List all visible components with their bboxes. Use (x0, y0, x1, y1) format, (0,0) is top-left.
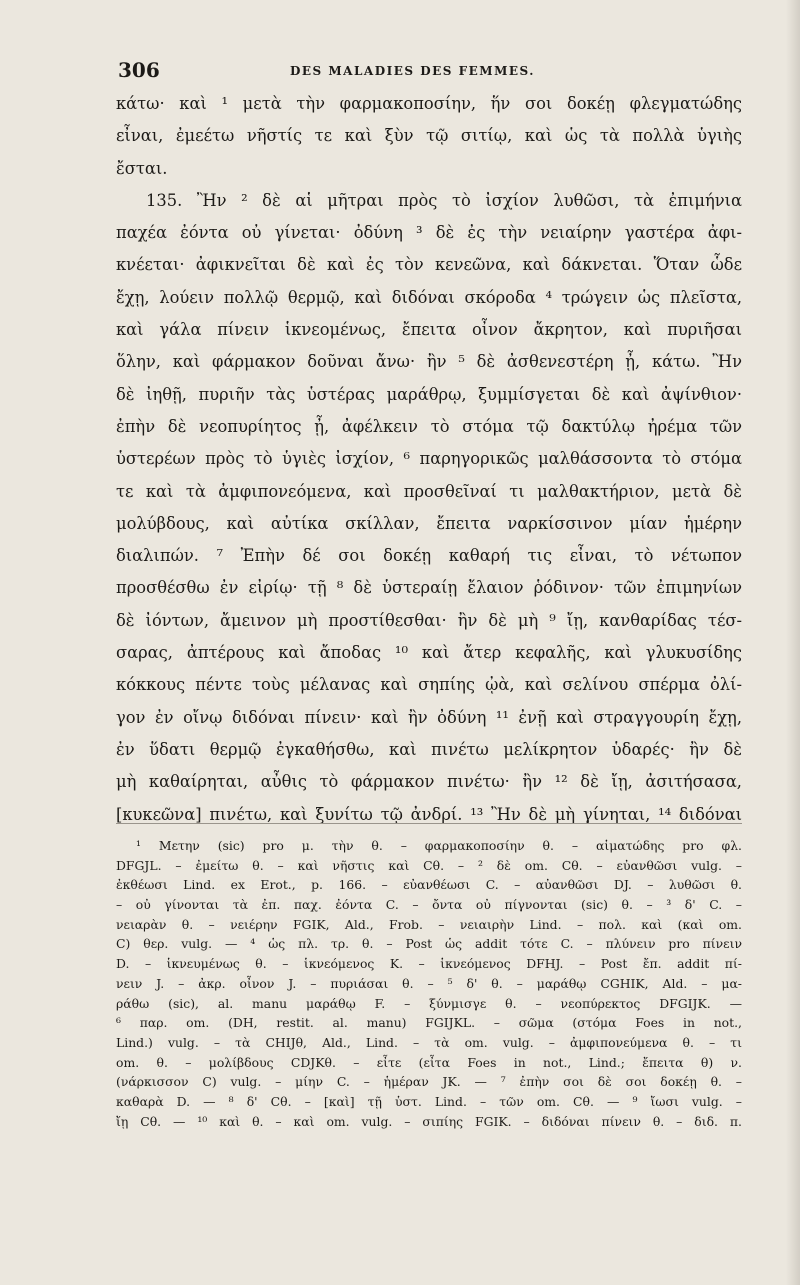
page-edge-shadow (786, 0, 800, 1285)
text-line: γον ἐν οἴνῳ διδόναι πίνειν· καὶ ἢν ὀδύνη ¹¹ ἐνῇ καὶ στραγγουρίη ἔχῃ, (116, 707, 742, 727)
footnote-line: C) θερ. vulg. — ⁴ ὡς πλ. τρ. θ. – Post ὡς addit τότε C. – πλύνειν pro πίνειν (116, 936, 742, 952)
text-line: [κυκεῶνα] πινέτω, καὶ ξυνίτω τῷ ἀνδρί. ¹³ Ἢν δὲ μὴ γίνηται, ¹⁴ διδόναι (116, 804, 742, 824)
text-line: δὲ ἰόντων, ἄμεινον μὴ προστίθεσθαι· ἢν δὲ μὴ ⁹ ἴῃ, κανθαρίδας τέσ- (116, 610, 742, 630)
footnote-line: νειν J. – ἀκρ. οἶνον J. – πυριάσαι θ. – ⁵ δ' θ. – μαράθῳ CGHIK, Ald. – μα- (116, 975, 742, 991)
footnote-line: om. θ. – μολίβδους CDJKθ. – εἶτε (εἶτα Foes in not., Lind.; ἔπειτα θ) ν. (116, 1054, 742, 1070)
running-head: DES MALADIES DES FEMMES. (290, 64, 535, 78)
text-line: ἐπὴν δὲ νεοπυρίητος ᾖ, ἀφέλκειν τὸ στόμα τῷ δακτύλῳ ἠρέμα τῶν (116, 416, 742, 436)
text-line: κάτω· καὶ ¹ μετὰ τὴν φαρμακοποσίην, ἥν σοι δοκέῃ φλεγματώδης (116, 94, 742, 113)
page-number: 306 (118, 58, 160, 82)
footnote-line: – οὐ γίνονται τὰ ἐπ. παχ. ἐόντα C. – ὄντα οὐ πίγνονται (sic) θ. – ³ δ' C. – (116, 897, 742, 913)
text-line: κόκκους πέντε τοὺς μέλανας καὶ σηπίης ᾠὰ, καὶ σελίνου σπέρμα ὀλί- (116, 675, 742, 695)
text-line: τε καὶ τὰ ἀμφιπονεόμενα, καὶ προσθεῖναί τι μαλθακτήριον, μετὰ δὲ (116, 481, 742, 501)
text-line: ὅλην, καὶ φάρμακον δοῦναι ἄνω· ἢν ⁵ δὲ ἀσθενεστέρη ᾖ, κάτω. Ἢν (116, 352, 742, 372)
text-line: παχέα ἐόντα οὐ γίνεται· ὀδύνη ³ δὲ ἐς τὴν νειαίρην γαστέρα ἀφι- (116, 223, 742, 243)
footnotes (116, 836, 742, 1131)
text-line: καὶ γάλα πίνειν ἱκνεομένως, ἔπειτα οἶνον ἄκρητον, καὶ πυριῆσαι (116, 320, 742, 340)
text-line: ἔχῃ, λούειν πολλῷ θερμῷ, καὶ διδόναι σκόροδα ⁴ τρώγειν ὡς πλεῖστα, (116, 287, 742, 307)
text-line: ἔσται. (116, 158, 168, 178)
text-line: ἐν ὕδατι θερμῷ ἐγκαθήσθω, καὶ πινέτω μελίκρητον ὑδαρές· ἢν δὲ (116, 739, 742, 759)
footnote-line: νειαρὰν θ. – νειέρην FGIK, Ald., Frob. – νειαιρὴν Lind. – πολ. καὶ (καὶ om. (116, 916, 742, 932)
footnote-line: ⁶ παρ. om. (DH, restit. al. manu) FGIJKL. – σῶμα (στόμα Foes in not., (116, 1015, 742, 1031)
text-line: κνέεται· ἀφικνεῖται δὲ καὶ ἐς τὸν κενεῶνα, καὶ δάκνεται. Ὅταν ὧδε (116, 255, 742, 275)
text-line: μολύβδους, καὶ αὐτίκα σκίλλαν, ἔπειτα ναρκίσσινον μίαν ἡμέρην (116, 513, 742, 533)
text-line: δὲ ἰηθῇ, πυριῆν τὰς ὑστέρας μαράθρῳ, ξυμμίσγεται δὲ καὶ ἀψίνθιον· (116, 384, 742, 404)
text-line: εἶναι, ἐμεέτω νῆστίς τε καὶ ξὺν τῷ σιτίῳ, καὶ ὡς τὰ πολλὰ ὑγιὴς (116, 126, 742, 146)
footnote-line: καθαρὰ D. — ⁸ δ' Cθ. – [καὶ] τῇ ὑστ. Lind. – τῶν om. Cθ. — ⁹ ἴωσι vulg. – (116, 1093, 742, 1109)
text-line: διαλιπών. ⁷ Ἐπὴν δέ σοι δοκέῃ καθαρή τις εἶναι, τὸ νέτωπον (116, 546, 742, 566)
footnote-divider (116, 823, 742, 824)
text-line: σαρας, ἀπτέρους καὶ ἄποδας ¹⁰ καὶ ἄτερ κεφαλῆς, καὶ γλυκυσίδης (116, 643, 742, 663)
text-line: προσθέσθω ἐν εἰρίῳ· τῇ ⁸ δὲ ὑστεραίῃ ἔλαιον ῥόδινον· τῶν ἐπιμηνίων (116, 578, 742, 598)
footnote-line: ¹ Μετην (sic) pro μ. τὴν θ. – φαρμακοποσίην θ. – αἱματώδης pro φλ. (136, 838, 742, 853)
footnote-line: D. – ἱκνευμένως θ. – ἱκνεόμενος K. – ἱκνεόμενος DFHJ. – Post ἔπ. addit πί- (116, 956, 742, 972)
page-header (118, 58, 750, 88)
footnote-line: ἴῃ Cθ. — ¹⁰ καὶ θ. – καὶ om. vulg. – σιπίης FGIK. – διδόναι πίνειν θ. – διδ. π. (116, 1113, 742, 1129)
footnote-line: ράθω (sic), al. manu μαράθῳ F. – ξύνμισγε θ. – νεοπύρεκτος DFGIJK. — (116, 995, 742, 1011)
footnote-line: (νάρκισσον C) vulg. – μίην C. – ἡμέραν JK. — ⁷ ἐπὴν σοι δὲ σοι δοκέῃ θ. – (116, 1074, 742, 1090)
text-line: ὑστερέων πρὸς τὸ ὑγιὲς ἰσχίον, ⁶ παρηγορικῶς μαλθάσσοντα τὸ στόμα (116, 449, 742, 469)
text-line: μὴ καθαίρηται, αὖθις τὸ φάρμακον πινέτω· ἢν ¹² δὲ ἴῃ, ἀσιτήσασα, (116, 772, 742, 792)
section-start-line: 135. Ἢν ² δὲ αἱ μῆτραι πρὸς τὸ ἰσχίον λυθῶσι, τὰ ἐπιμήνια (146, 190, 742, 210)
footnote-line: ἐκθέωσι Lind. ex Erot., p. 166. – εὐανθέωσι C. – αὐανθῶσι DJ. – λυθῶσι θ. (116, 877, 742, 893)
main-text (116, 88, 742, 831)
footnote-line: Lind.) vulg. – τὰ CHIJθ, Ald., Lind. – τὰ om. vulg. – ἀμφιπονεύμενα θ. – τι (116, 1034, 742, 1050)
footnote-line: DFGJL. – ἐμείτω θ. – καὶ νῆστις καὶ Cθ. – ² δὲ om. Cθ. – εὐανθῶσι vulg. – (116, 857, 742, 873)
